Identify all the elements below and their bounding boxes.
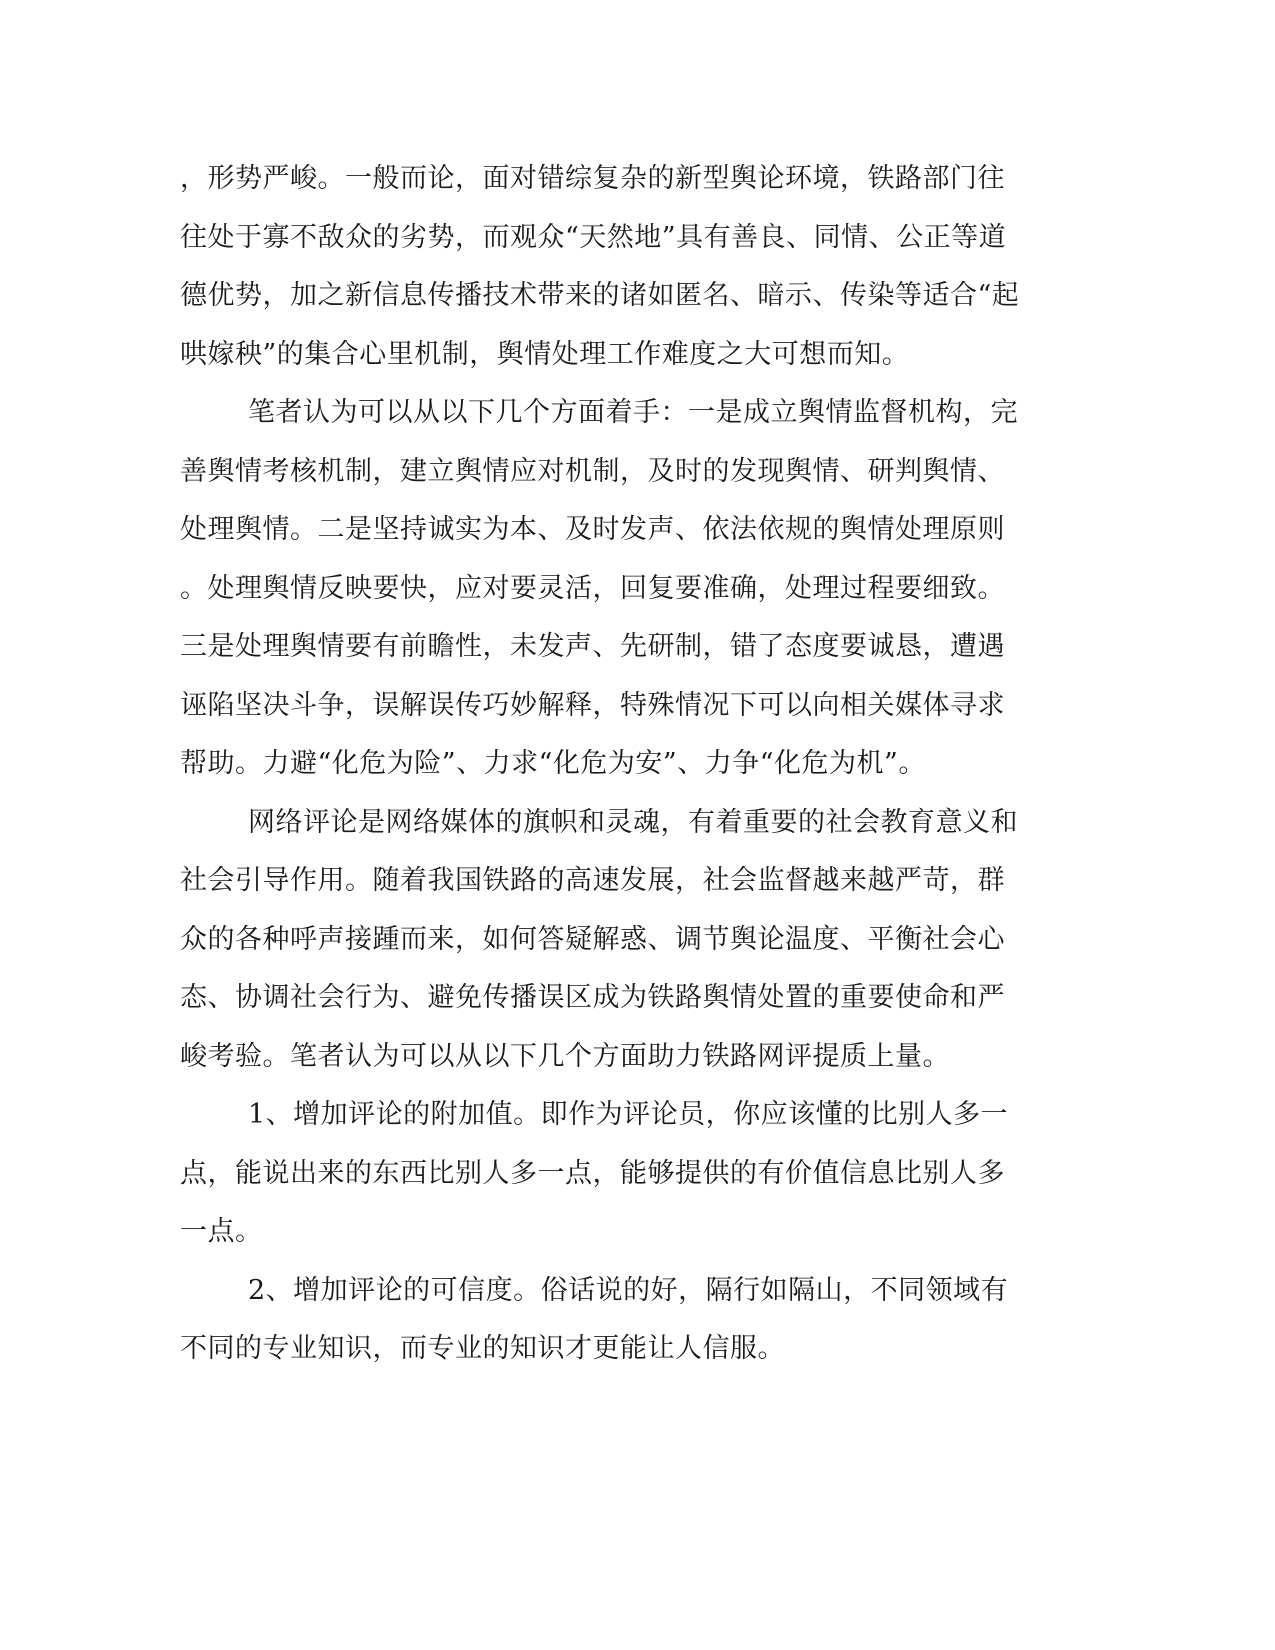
- paragraph-line: 诬陷坚决斗争，误解误传巧妙解释，特殊情况下可以向相关媒体寻求: [180, 689, 1005, 721]
- paragraph-line: 众的各种呼声接踵而来，如何答疑解惑、调节舆论温度、平衡社会心: [180, 923, 1005, 955]
- paragraph-line: 点，能说出来的东西比别人多一点，能够提供的有价值信息比别人多: [180, 1157, 1005, 1189]
- paragraph-line: 2、增加评论的可信度。俗话说的好，隔行如隔山，不同领域有: [248, 1274, 1009, 1306]
- paragraph-4: [180, 1086, 1040, 1262]
- paragraph-3: [180, 794, 1040, 1087]
- paragraph-line: 。处理舆情反映要快，应对要灵活，回复要准确，处理过程要细致。: [180, 572, 1005, 604]
- paragraph-line: 态、协调社会行为、避免传播误区成为铁路舆情处置的重要使命和严: [180, 982, 1005, 1013]
- paragraph-line: 哄嫁秧”的集合心里机制，舆情处理工作难度之大可想而知。: [180, 338, 910, 370]
- document-page: [180, 150, 1040, 1379]
- paragraph-line: 峻考验。笔者认为可以从以下几个方面助力铁路网评提质上量。: [180, 1040, 950, 1072]
- paragraph-line: 网络评论是网络媒体的旗帜和灵魂，有着重要的社会教育意义和: [248, 806, 1018, 838]
- paragraph-line: 善舆情考核机制，建立舆情应对机制，及时的发现舆情、研判舆情、: [180, 455, 1005, 487]
- paragraph-line: 一点。: [180, 1216, 263, 1247]
- paragraph-line: 不同的专业知识，而专业的知识才更能让人信服。: [180, 1333, 785, 1364]
- paragraph-line: 社会引导作用。随着我国铁路的高速发展，社会监督越来越严苛，群: [180, 865, 1005, 896]
- paragraph-line: 往处于寡不敌众的劣势，而观众“天然地”具有善良、同情、公正等道: [180, 221, 1007, 253]
- paragraph-line: 笔者认为可以从以下几个方面着手：一是成立舆情监督机构，完: [248, 397, 1018, 428]
- paragraph-5: [180, 1262, 1040, 1379]
- paragraph-1: [180, 150, 1040, 384]
- paragraph-line: 1、增加评论的附加值。即作为评论员，你应该懂的比别人多一: [248, 1099, 1009, 1130]
- paragraph-line: 三是处理舆情要有前瞻性，未发声、先研制，错了态度要诚恳，遭遇: [180, 631, 1005, 662]
- paragraph-line: 德优势，加之新信息传播技术带来的诸如匿名、暗示、传染等适合“起: [180, 280, 1020, 311]
- paragraph-line: 帮助。力避“化危为险”、力求“化危为安”、力争“化危为机”。: [180, 748, 926, 779]
- paragraph-line: 处理舆情。二是坚持诚实为本、及时发声、依法依规的舆情处理原则: [180, 514, 1005, 545]
- paragraph-2: [180, 384, 1040, 794]
- paragraph-line: ，形势严峻。一般而论，面对错综复杂的新型舆论环境，铁路部门往: [180, 163, 1005, 194]
